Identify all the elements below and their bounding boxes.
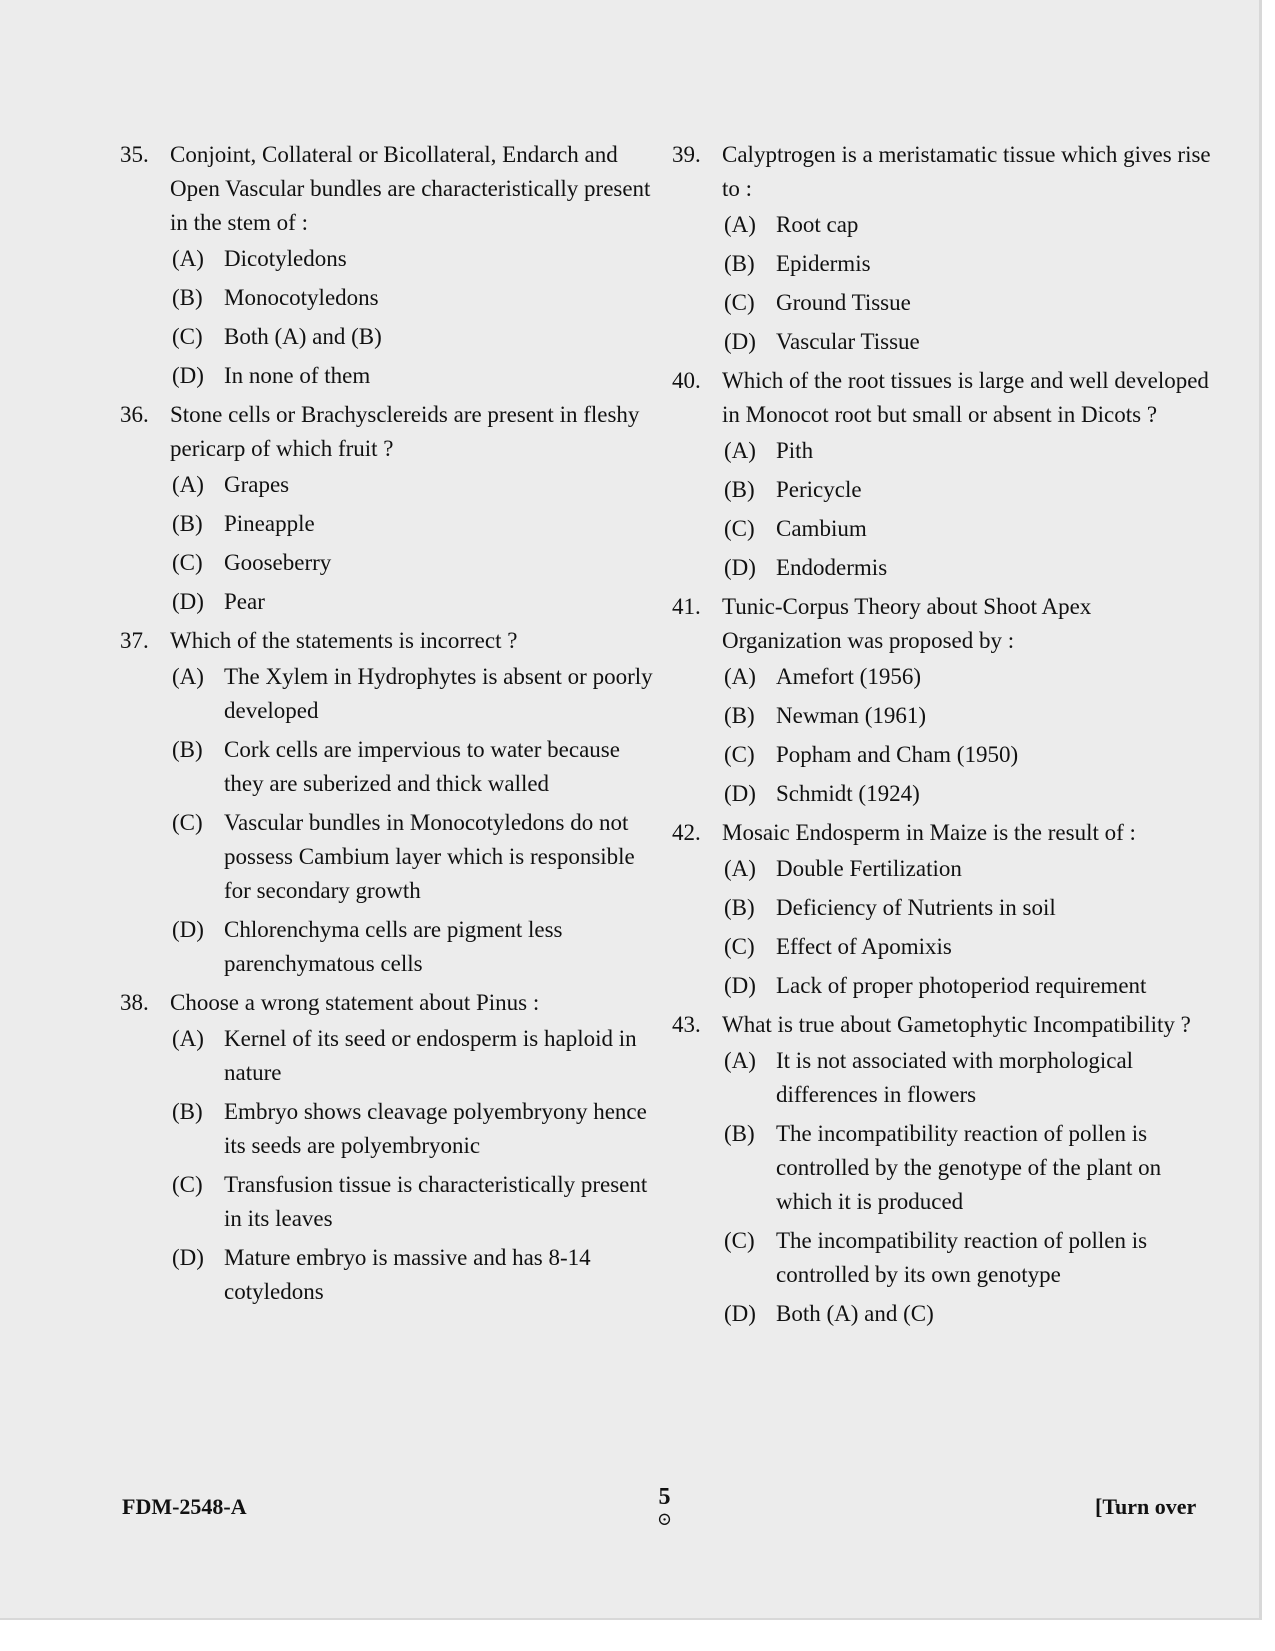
- option-c: (C) Transfusion tissue is characteristically present in its leaves: [172, 1172, 648, 1231]
- option-a: (A) Double Fertilization: [724, 856, 962, 881]
- option-c: (C) Vascular bundles in Monocotyledons do not possess Cambium layer which is responsible for secondary growth: [172, 810, 635, 903]
- option-d: (D) Endodermis: [724, 555, 888, 580]
- option-d: (D) Mature embryo is massive and has 8-14 cotyledons: [172, 1245, 591, 1304]
- option-d: (D) Vascular Tissue: [724, 329, 920, 354]
- option-c: (C) Cambium: [724, 516, 867, 541]
- option-b: (B) Pericycle: [724, 477, 862, 502]
- option-b: (B) Monocotyledons: [172, 285, 379, 310]
- page-number-value: 5: [658, 1484, 671, 1510]
- question-42: [672, 816, 1212, 1003]
- question-35: [120, 138, 660, 393]
- option-d: (D) Chlorenchyma cells are pigment less parenchymatous cells: [172, 917, 563, 976]
- option-c: (C) Ground Tissue: [724, 290, 911, 315]
- option-c: (C) Both (A) and (B): [172, 324, 382, 349]
- option-a: (A) The Xylem in Hydrophytes is absent or poorly developed: [172, 664, 653, 723]
- question-number: 39.: [672, 142, 701, 167]
- option-b: (B) Deficiency of Nutrients in soil: [724, 895, 1056, 920]
- question-text: What is true about Gametophytic Incompatibility ?: [722, 1012, 1191, 1037]
- question-text: Choose a wrong statement about Pinus :: [170, 990, 540, 1015]
- option-b: (B) Newman (1961): [724, 703, 927, 728]
- question-text: Which of the root tissues is large and well developed in Monocot root but small or absent in Dicots ?: [722, 368, 1209, 427]
- option-b: (B) Pineapple: [172, 511, 315, 536]
- paper-code: FDM-2548-A: [122, 1494, 247, 1519]
- question-38: [120, 986, 660, 1309]
- question-39: [672, 138, 1212, 359]
- option-c: (C) Gooseberry: [172, 550, 332, 575]
- option-a: (A) Kernel of its seed or endosperm is haploid in nature: [172, 1026, 637, 1085]
- question-text: Mosaic Endosperm in Maize is the result of :: [722, 820, 1136, 845]
- option-b: (B) Embryo shows cleavage polyembryony hence its seeds are polyembryonic: [172, 1099, 647, 1158]
- question-40: [672, 364, 1212, 585]
- option-d: (D) In none of them: [172, 363, 371, 388]
- question-text: Which of the statements is incorrect ?: [170, 628, 518, 653]
- question-number: 38.: [120, 990, 149, 1015]
- option-a: (A) Amefort (1956): [724, 664, 921, 689]
- option-d: (D) Pear: [172, 589, 265, 614]
- question-43: [672, 1008, 1212, 1331]
- option-d: (D) Both (A) and (C): [724, 1301, 934, 1326]
- page-number: [657, 1486, 672, 1530]
- question-number: 43.: [672, 1012, 701, 1037]
- option-b: (B) Cork cells are impervious to water because they are suberized and thick walled: [172, 737, 620, 796]
- question-text: Calyptrogen is a meristamatic tissue which gives rise to :: [722, 142, 1211, 201]
- question-number: 35.: [120, 142, 149, 167]
- option-b: (B) Epidermis: [724, 251, 871, 276]
- question-text: Tunic-Corpus Theory about Shoot Apex Organization was proposed by :: [722, 594, 1092, 653]
- question-text: Stone cells or Brachysclereids are present in fleshy pericarp of which fruit ?: [170, 402, 640, 461]
- option-a: (A) Pith: [724, 438, 814, 463]
- question-number: 37.: [120, 628, 149, 653]
- option-d: (D) Schmidt (1924): [724, 781, 920, 806]
- option-d: (D) Lack of proper photoperiod requirement: [724, 973, 1147, 998]
- question-number: 41.: [672, 594, 701, 619]
- question-text: Conjoint, Collateral or Bicollateral, Endarch and Open Vascular bundles are characteristically present in the stem of :: [170, 142, 651, 235]
- option-c: (C) Effect of Apomixis: [724, 934, 952, 959]
- question-number: 36.: [120, 402, 149, 427]
- question-41: [672, 590, 1212, 811]
- right-column: [672, 138, 1212, 1336]
- question-number: 42.: [672, 820, 701, 845]
- option-a: (A) It is not associated with morphological differences in flowers: [724, 1048, 1134, 1107]
- question-37: [120, 624, 660, 981]
- turn-over-label: [Turn over: [1095, 1494, 1197, 1519]
- option-a: (A) Grapes: [172, 472, 290, 497]
- question-number: 40.: [672, 368, 701, 393]
- option-c: (C) The incompatibility reaction of pollen is controlled by its own genotype: [724, 1228, 1148, 1287]
- option-c: (C) Popham and Cham (1950): [724, 742, 1019, 767]
- circle-dot-icon: ⊙: [657, 1509, 673, 1529]
- question-36: [120, 398, 660, 619]
- option-a: (A) Dicotyledons: [172, 246, 347, 271]
- option-a: (A) Root cap: [724, 212, 859, 237]
- left-column: [120, 138, 660, 1314]
- option-b: (B) The incompatibility reaction of pollen is controlled by the genotype of the plant on which it is produced: [724, 1121, 1162, 1214]
